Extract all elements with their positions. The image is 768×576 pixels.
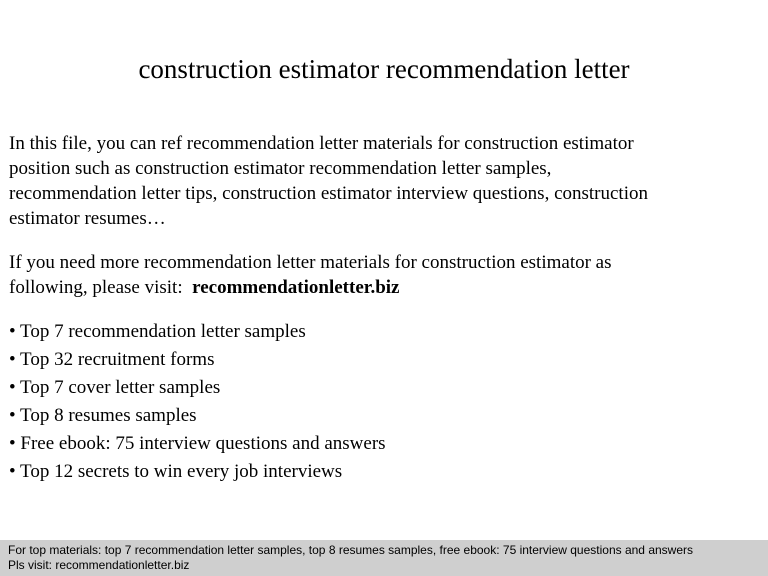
list-item: • Free ebook: 75 interview questions and answers <box>9 433 386 454</box>
visit-line-2 <box>9 275 761 300</box>
list-item: • Top 7 recommendation letter samples <box>9 321 306 342</box>
footer-bar <box>0 540 768 576</box>
list-item: • Top 8 resumes samples <box>9 405 197 426</box>
list-item: • Top 7 cover letter samples <box>9 377 221 398</box>
intro-line: recommendation letter tips, construction estimator interview questions, construction <box>9 183 648 204</box>
footer-link-line[interactable]: Pls visit: recommendationletter.biz <box>8 558 190 572</box>
intro-line: In this file, you can ref recommendation letter materials for construction estimator <box>9 133 634 154</box>
visit-line: If you need more recommendation letter materials for construction estimator as <box>9 252 612 273</box>
intro-line: estimator resumes… <box>9 208 166 229</box>
list-item: • Top 12 secrets to win every job interviews <box>9 461 343 482</box>
footer-line: For top materials: top 7 recommendation letter samples, top 8 resumes samples, free ebook: 75 interview questions and answers <box>8 543 694 557</box>
visit-prefix: following, please visit: <box>9 277 193 298</box>
materials-list <box>9 321 761 489</box>
intro-line: position such as construction estimator recommendation letter samples, <box>9 158 552 179</box>
website-link[interactable]: recommendationletter.biz <box>192 277 400 298</box>
visit-paragraph <box>9 250 761 300</box>
page-title: construction estimator recommendation letter <box>138 54 630 84</box>
intro-paragraph <box>9 131 761 231</box>
list-item: • Top 32 recruitment forms <box>9 349 215 370</box>
